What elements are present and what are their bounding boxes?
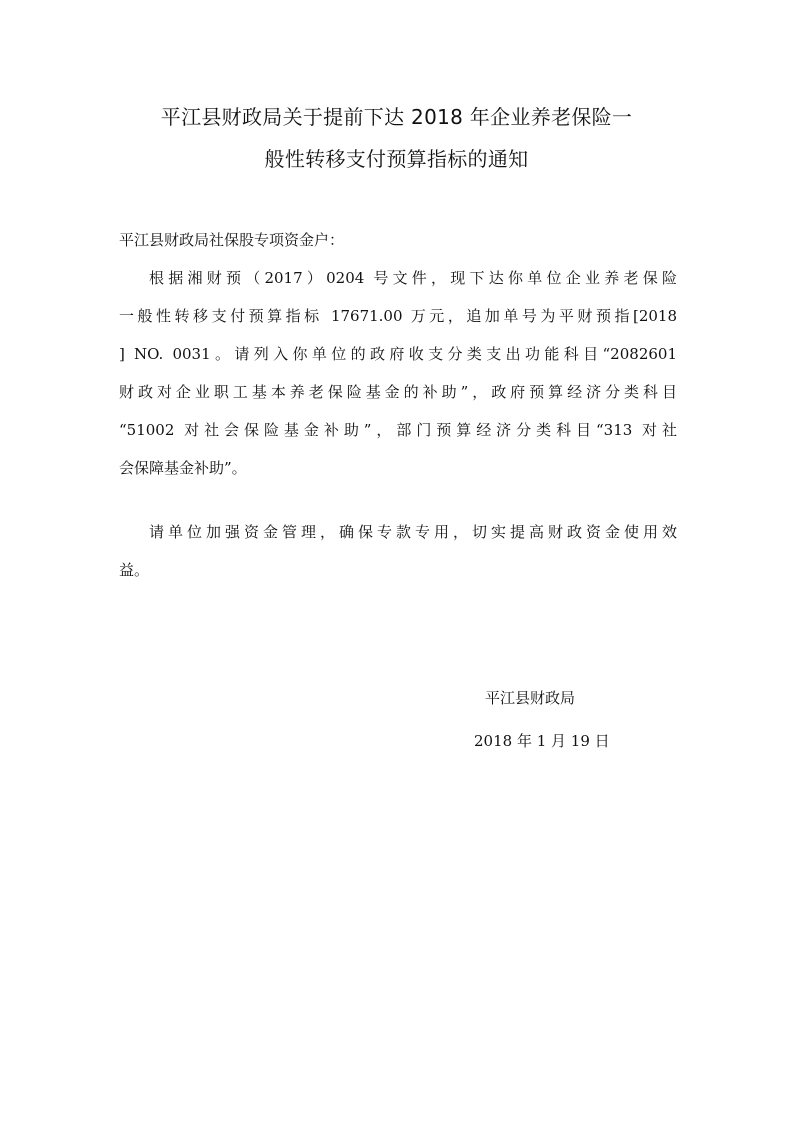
- paragraph-line: ] NO. 0031。请列入你单位的政府收支分类支出功能科目“2082601: [119, 345, 677, 363]
- signature-date: 2018 年 1 月 19 日: [474, 732, 610, 750]
- addressee: 平江县财政局社保股专项资金户：: [119, 231, 345, 249]
- paragraph-fund-management: [119, 522, 677, 598]
- document-title-line-1: 平江县财政局关于提前下达 2018 年企业养老保险一: [160, 105, 633, 129]
- paragraph-line: “51002 对社会保险基金补助”，部门预算经济分类科目“313 对社: [119, 421, 677, 439]
- document-title-line-2: 般性转移支付预算指标的通知: [264, 147, 529, 171]
- paragraph-line: 财政对企业职工基本养老保险基金的补助”，政府预算经济分类科目: [119, 383, 677, 401]
- paragraph-line: 益。: [119, 561, 150, 579]
- paragraph-line: 一般性转移支付预算指标 17671.00 万元，追加单号为平财预指[2018: [119, 307, 677, 325]
- paragraph-line: 请单位加强资金管理，确保专款专用，切实提高财政资金使用效: [149, 523, 677, 541]
- paragraph-budget-notice: [119, 268, 677, 496]
- signature-organization: 平江县财政局: [485, 689, 576, 707]
- paragraph-line: 会保障基金补助”。: [119, 459, 247, 477]
- paragraph-line: 根据湘财预（2017）0204 号文件，现下达你单位企业养老保险: [149, 269, 677, 287]
